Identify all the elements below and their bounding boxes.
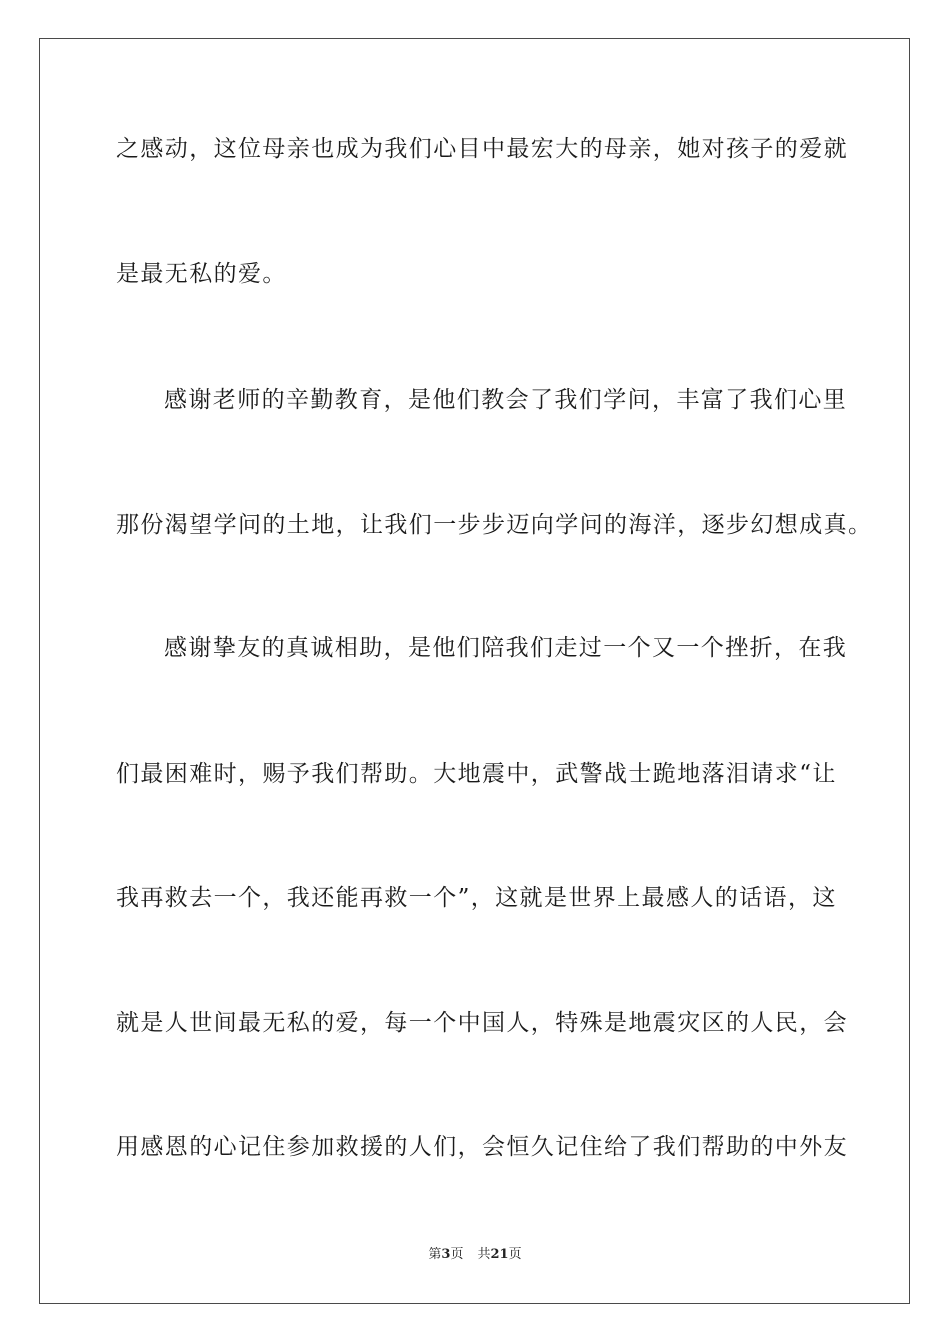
text-line: 我再救去一个，我还能再救一个”，这就是世界上最感人的话语，这 xyxy=(116,885,837,911)
total-suffix: 页 xyxy=(508,1247,522,1262)
text-line: 是最无私的爱。 xyxy=(116,261,287,287)
total-prefix: 共 xyxy=(477,1247,491,1262)
text-line: 那份渴望学问的土地，让我们一步步迈向学问的海洋，逐步幻想成真。 xyxy=(116,512,873,538)
text-line: 们最困难时，赐予我们帮助。大地震中，武警战士跪地落泪请求“让 xyxy=(116,761,837,787)
total-pages: 21 xyxy=(490,1247,509,1262)
text-line: 之感动，这位母亲也成为我们心目中最宏大的母亲，她对孩子的爱就 xyxy=(116,136,848,162)
text-line: 感谢老师的辛勤教育，是他们教会了我们学问，丰富了我们心里 xyxy=(164,387,848,413)
text-line: 用感恩的心记住参加救援的人们，会恒久记住给了我们帮助的中外友 xyxy=(116,1134,848,1160)
text-line: 就是人世间最无私的爱，每一个中国人，特殊是地震灾区的人民，会 xyxy=(116,1010,848,1036)
page-footer xyxy=(0,1246,950,1264)
page-prefix: 第 xyxy=(428,1247,442,1262)
page-suffix: 页 xyxy=(450,1247,464,1262)
text-line: 感谢挚友的真诚相助，是他们陪我们走过一个又一个挫折，在我 xyxy=(164,635,848,661)
page-border xyxy=(39,38,910,1304)
page-number: 3 xyxy=(441,1247,451,1262)
